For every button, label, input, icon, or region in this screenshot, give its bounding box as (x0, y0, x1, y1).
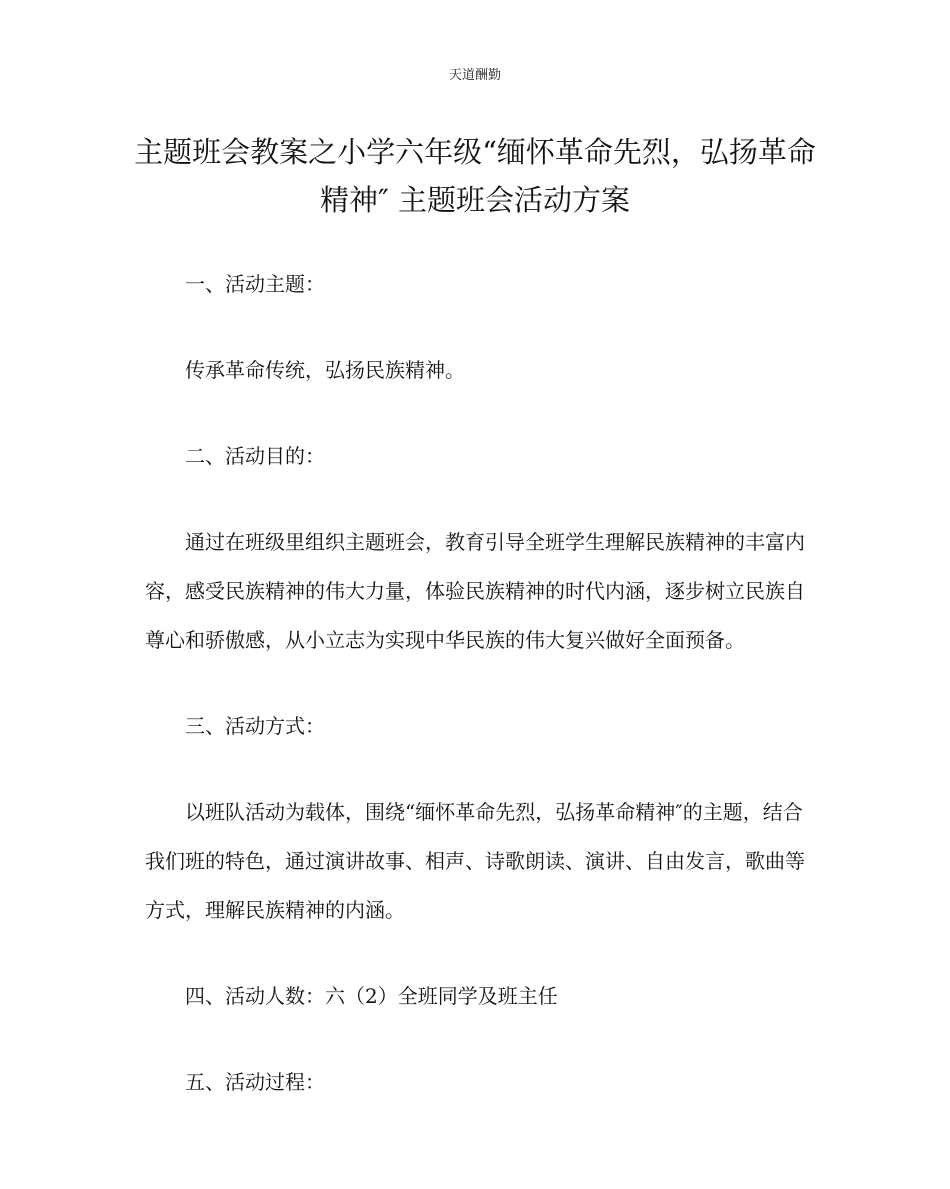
paragraph-theme: 传承革命传统，弘扬民族精神。 (185, 358, 465, 382)
page-header: 天道酬勤 (448, 68, 501, 83)
document-body (145, 260, 805, 1144)
paragraph-purpose: 通过在班级里组织主题班会，教育引导全班学生理解民族精神的丰富内容，感受民族精神的伟大力量，体验民族精神的时代内涵，逐步树立民族自尊心和骄傲感，从小立志为实现中华民族的伟大复兴做好全面预备。 (145, 530, 805, 652)
section-heading-participants: 四、活动人数：六（2）全班同学及班主任 (185, 984, 558, 1008)
section-heading-theme: 一、活动主题： (185, 272, 325, 296)
title-line-1: 主题班会教案之小学六年级“缅怀革命先烈，弘扬革命 (134, 135, 816, 169)
section-heading-process: 五、活动过程： (185, 1070, 325, 1094)
document-title (120, 128, 830, 224)
section-heading-purpose: 二、活动目的： (185, 444, 325, 468)
paragraph-method: 以班队活动为载体，围绕“缅怀革命先烈，弘扬革命精神″的主题，结合我们班的特色，通过演讲故事、相声、诗歌朗读、演讲、自由发言，歌曲等方式，理解民族精神的内涵。 (145, 800, 805, 922)
section-heading-method: 三、活动方式： (185, 714, 325, 738)
title-line-2: 精神″ 主题班会活动方案 (319, 183, 631, 217)
